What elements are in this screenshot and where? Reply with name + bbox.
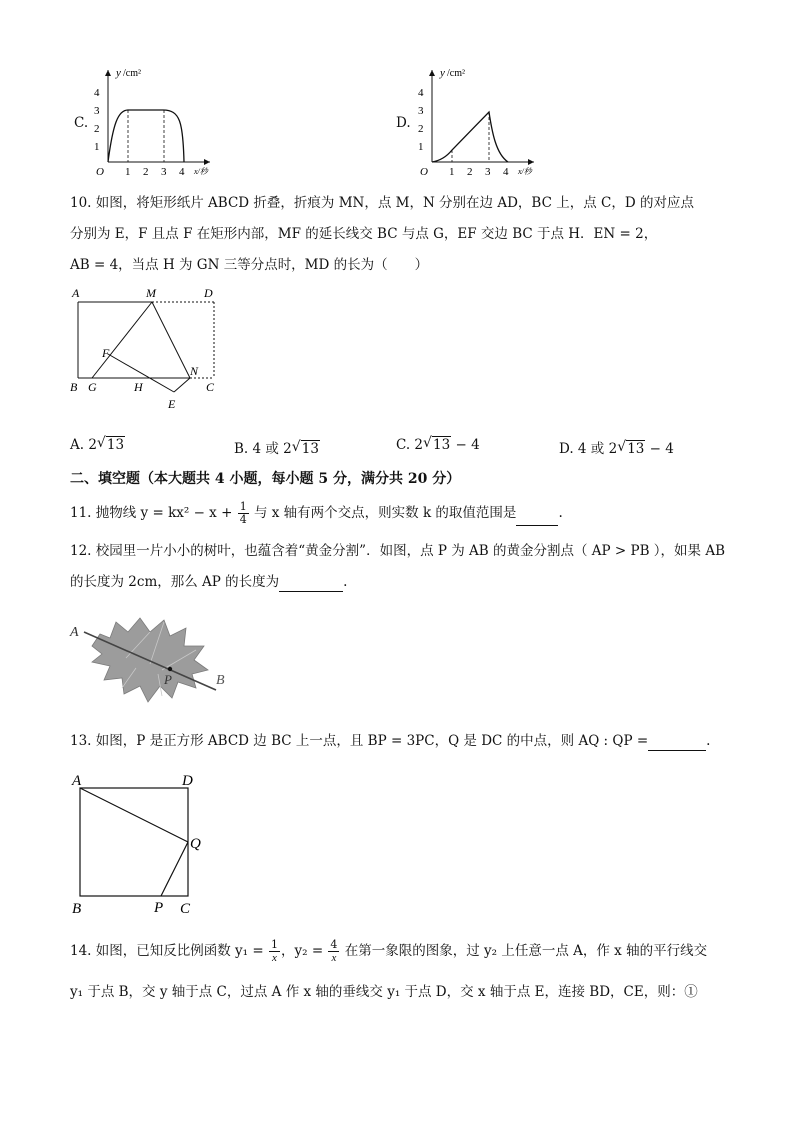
svg-text:1: 1: [94, 141, 100, 153]
svg-text:O: O: [420, 166, 428, 178]
svg-text:1: 1: [418, 141, 424, 153]
q10-option-a[interactable]: A. 2√ 13: [70, 437, 125, 453]
q10-line3: AB = 4，当点 H 为 GN 三等分点时，MD 的长为（ ）: [70, 257, 429, 273]
svg-text:P: P: [154, 900, 164, 916]
q10-option-b[interactable]: B. 4 或 2√ 13: [234, 437, 320, 457]
svg-text:A: A: [70, 625, 79, 640]
svg-text:x/秒: x/秒: [194, 167, 208, 176]
svg-text:y: y: [440, 67, 445, 79]
q10-figure: [66, 284, 226, 414]
q10-line2: 分别为 E，F 且点 F 在矩形内部，MF 的延长线交 BC 与点 G，EF 交边 BC 于点 H．EN = 2，: [70, 226, 658, 242]
svg-text:3: 3: [161, 166, 167, 178]
section-2-heading: 二、填空题（本大题共 4 小题，每小题 5 分，满分共 20 分）: [70, 471, 461, 487]
svg-text:H: H: [134, 380, 143, 394]
q13-answer-blank[interactable]: [648, 734, 706, 751]
svg-text:E: E: [168, 397, 176, 411]
svg-text:M: M: [146, 286, 156, 300]
q12-line1: 12. 校园里一片小小的树叶，也蕴含着“黄金分割”．如图，点 P 为 AB 的黄金分割点（ AP > PB ），如果 AB: [70, 543, 726, 559]
svg-text:4: 4: [503, 166, 509, 178]
svg-text:B: B: [72, 901, 82, 917]
svg-text:1: 1: [125, 166, 131, 178]
svg-text:B: B: [70, 380, 78, 394]
svg-text:D: D: [182, 773, 193, 789]
svg-text:C: C: [206, 380, 215, 394]
q13: 13. 如图，P 是正方形 ABCD 边 BC 上一点，且 BP = 3PC，Q 是 DC 的中点，则 AQ : QP = .: [70, 733, 711, 749]
leaf-shape: [92, 618, 208, 702]
svg-text:1: 1: [449, 166, 455, 178]
q12-answer-blank[interactable]: [279, 575, 343, 592]
graph-d: [412, 62, 562, 180]
svg-text:/cm²: /cm²: [123, 68, 141, 79]
svg-text:G: G: [88, 380, 97, 394]
q12-line2: 的长度为 2cm，那么 AP 的长度为 .: [70, 574, 348, 590]
svg-text:2: 2: [94, 123, 100, 135]
svg-text:B: B: [216, 673, 225, 688]
q10-option-c[interactable]: C. 2√ 13 − 4: [396, 437, 480, 453]
svg-text:4: 4: [179, 166, 185, 178]
svg-text:A: A: [72, 773, 82, 789]
svg-text:4: 4: [418, 87, 424, 99]
svg-text:3: 3: [94, 105, 100, 117]
option-d-label: D.: [396, 115, 411, 131]
svg-text:3: 3: [418, 105, 424, 117]
svg-text:O: O: [96, 166, 104, 178]
q11-answer-blank[interactable]: [516, 509, 558, 526]
svg-text:2: 2: [143, 166, 149, 178]
svg-text:Q: Q: [190, 836, 201, 852]
q13-square-figure: [66, 770, 216, 920]
q10-option-d[interactable]: D. 4 或 2√ 13 − 4: [559, 437, 674, 457]
q14-line1: 14. 如图，已知反比例函数 y₁ = $\frac{1}{x}$ ，y₂ = $\frac{4}{x}$ 在第一象限的图象，过 y₂ 上任意一点 A，作 x 轴的平行线交: [70, 938, 708, 964]
svg-text:2: 2: [467, 166, 473, 178]
svg-text:N: N: [190, 364, 199, 378]
q14-line2: y₁ 于点 B，交 y 轴于点 C，过点 A 作 x 轴的垂线交 y₁ 于点 D，交 x 轴于点 E，连接 BD，CE，则：①: [70, 984, 698, 1000]
svg-text:2: 2: [418, 123, 424, 135]
svg-text:x/秒: x/秒: [518, 167, 532, 176]
option-c-label: C.: [74, 115, 89, 131]
q10-line1: 10. 如图，将矩形纸片 ABCD 折叠，折痕为 MN，点 M，N 分别在边 AD，BC 上，点 C，D 的对应点: [70, 195, 694, 211]
svg-text:C: C: [180, 901, 191, 917]
svg-text:F: F: [102, 346, 110, 360]
svg-text:4: 4: [94, 87, 100, 99]
graph-c: [88, 62, 238, 180]
svg-text:/cm²: /cm²: [447, 68, 465, 79]
svg-text:A: A: [72, 286, 80, 300]
svg-text:D: D: [204, 286, 213, 300]
q12-leaf-figure: [66, 612, 238, 712]
graph-c-y-label: y: [116, 67, 121, 79]
q11: 11. 抛物线 y = kx² − x + $\frac{1}{4}$ 与 x 轴有两个交点，则实数 k 的取值范围是 .: [70, 500, 563, 526]
svg-text:3: 3: [485, 166, 491, 178]
svg-text:P: P: [164, 672, 172, 687]
